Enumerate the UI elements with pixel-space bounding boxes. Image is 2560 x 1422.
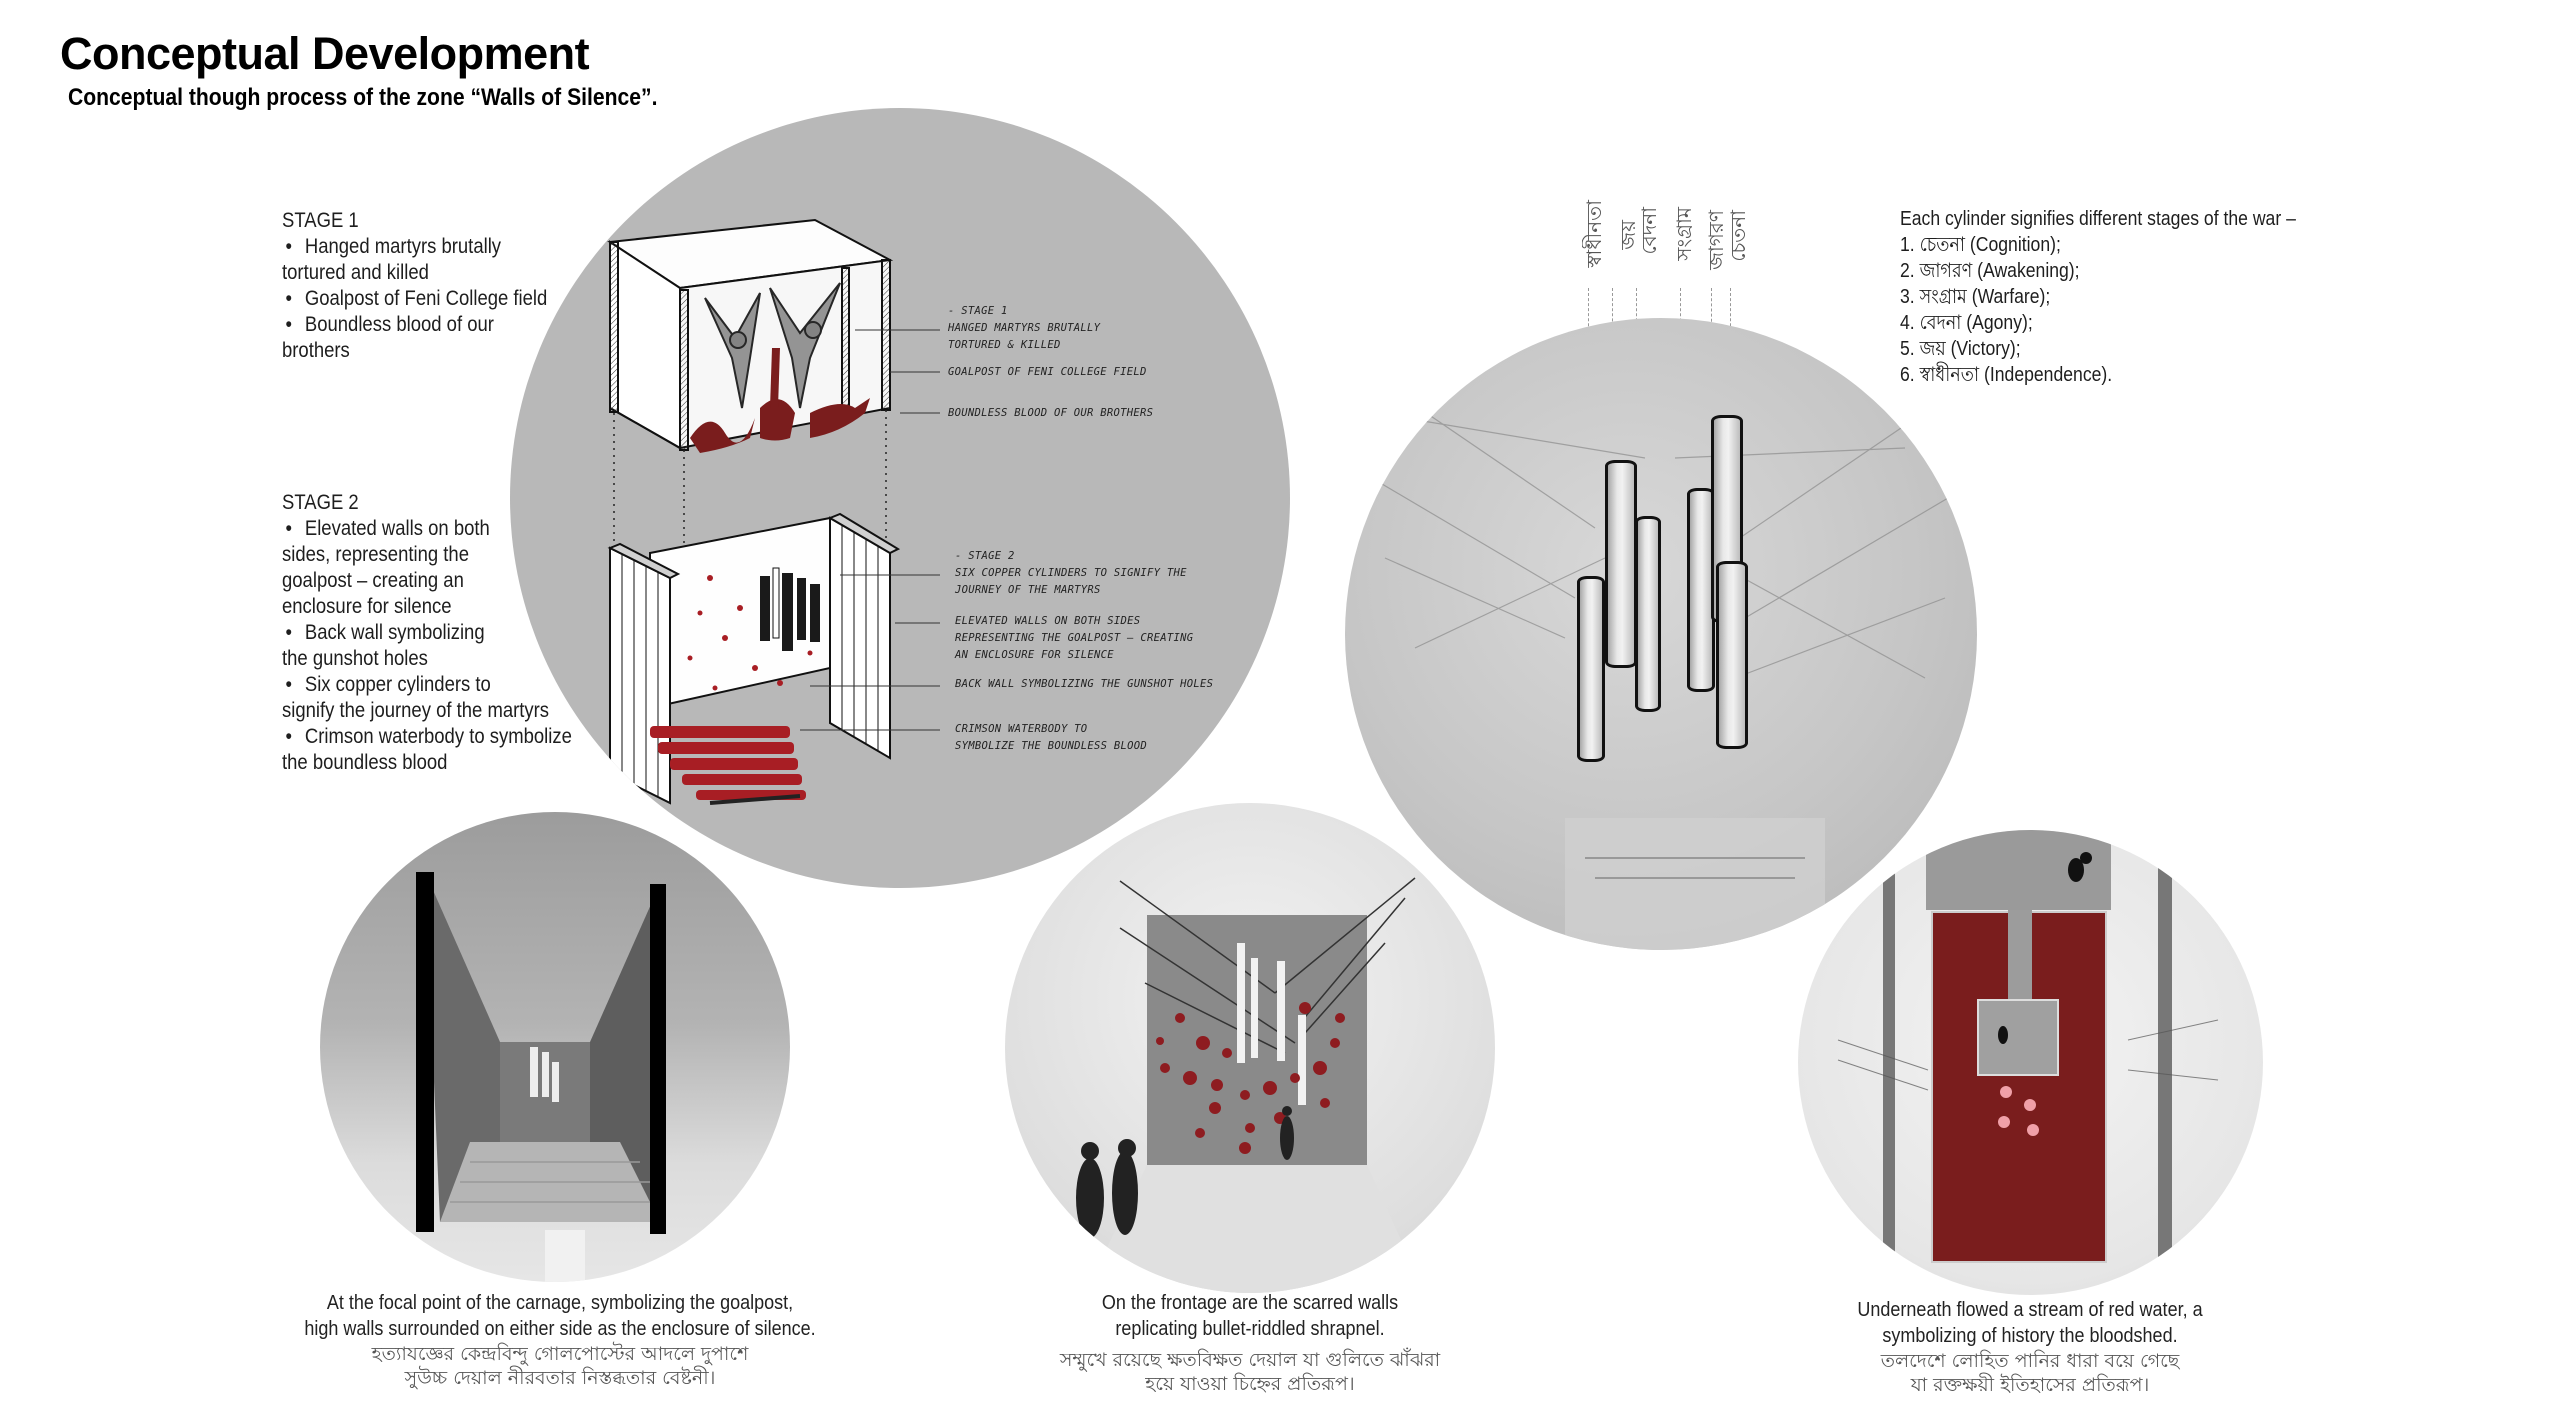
- annotation-note: GOALPOST OF FENI COLLEGE FIELD: [948, 366, 1147, 378]
- caption-en-line: On the frontage are the scarred walls: [1101, 1292, 1399, 1314]
- scarred-wall-render-circle: [1005, 803, 1495, 1293]
- stage2-bullet-1-cont: goalpost – creating an: [282, 569, 464, 592]
- caption-en-line: Underneath flowed a stream of red water, a: [1857, 1299, 2203, 1321]
- annotation-note: BACK WALL SYMBOLIZING THE GUNSHOT HOLES: [955, 678, 1214, 690]
- caption-bn-line: তলদেশে লোহিত পানির ধারা বয়ে গেছে: [1880, 1350, 2180, 1372]
- concept-sketch-drawing: [510, 108, 1290, 888]
- annotation-note: TORTURED & KILLED: [948, 339, 1061, 351]
- cylinders-render-circle: [1345, 318, 1977, 950]
- war-stage-item: 6. স্বাধীনতা (Independence).: [1900, 364, 2113, 386]
- stage1-bullet-1: • Hanged martyrs brutally: [285, 235, 502, 258]
- sketch-stage2-annotations: [955, 548, 1213, 755]
- war-stage-item: 3. সংগ্রাম (Warfare);: [1900, 286, 2051, 308]
- scarred-wall-render: [1005, 803, 1495, 1293]
- label-cognition: চেতনা: [1726, 210, 1750, 262]
- red-water-plan-circle: [1798, 830, 2263, 1295]
- annotation-note: BOUNDLESS BLOOD OF OUR BROTHERS: [948, 407, 1154, 419]
- concept-sketch-circle: [510, 108, 1290, 888]
- stage2-bullet-1-cont: sides, representing the: [282, 543, 469, 566]
- caption-bn-line: হত্যাযজ্ঞের কেন্দ্রবিন্দু গোলপোস্টের আদলে দুপাশে: [371, 1343, 749, 1365]
- cylinder-shape: [1577, 576, 1605, 762]
- stage2-bullet-1-cont: enclosure for silence: [282, 595, 452, 618]
- cylinder-shape: [1716, 561, 1748, 749]
- stage1-heading: STAGE 1: [282, 209, 359, 232]
- label-warfare: সংগ্রাম: [1672, 207, 1696, 261]
- stage2-bullet-3: • Six copper cylinders to: [285, 673, 491, 696]
- caption-bn-line: সুউচ্চ দেয়াল নীরবতার নিস্তব্ধতার বেষ্টনী।: [404, 1367, 716, 1389]
- stage2-bullet-4-cont: the boundless blood: [282, 751, 448, 774]
- cylinder-shape: [1635, 516, 1661, 712]
- annotation-note: REPRESENTING THE GOALPOST – CREATING: [955, 632, 1194, 644]
- caption-en-line: replicating bullet-riddled shrapnel.: [1115, 1318, 1385, 1340]
- war-stage-item: 4. বেদনা (Agony);: [1900, 312, 2033, 334]
- annotation-note: CRIMSON WATERBODY TO: [955, 723, 1088, 735]
- annotation-note: ELEVATED WALLS ON BOTH SIDES: [955, 615, 1141, 627]
- caption-corridor: [270, 1290, 850, 1390]
- stage1-bullet-3: • Boundless blood of our: [285, 313, 494, 336]
- label-agony: বেদনা: [1637, 207, 1661, 255]
- cable-lines: [1345, 318, 1977, 950]
- stage2-bullet-2: • Back wall symbolizing: [285, 621, 485, 644]
- red-water-plan: [1798, 830, 2263, 1295]
- corridor-render: [320, 812, 790, 1282]
- label-awakening: জাগরণ: [1704, 210, 1728, 270]
- stage1-text: [282, 208, 547, 364]
- stage1-bullet-3-cont: brothers: [282, 339, 350, 362]
- page-title: Conceptual Development: [60, 28, 590, 79]
- caption-bn-line: সম্মুখে রয়েছে ক্ষতবিক্ষত দেয়াল যা গুলিতে ঝাঁঝরা: [1059, 1349, 1441, 1371]
- stage2-bullet-2-cont: the gunshot holes: [282, 647, 428, 670]
- stage2-bullet-1: • Elevated walls on both: [285, 517, 490, 540]
- war-stage-item: 5. জয় (Victory);: [1900, 338, 2021, 360]
- stage2-bullet-4: • Crimson waterbody to symbolize: [285, 725, 572, 748]
- annotation-label: - STAGE 2: [955, 550, 1015, 562]
- war-stage-item: 2. জাগরণ (Awakening);: [1900, 260, 2080, 282]
- annotation-note: SIX COPPER CYLINDERS TO SIGNIFY THE: [955, 567, 1187, 579]
- caption-bn-line: হয়ে যাওয়া চিহ্নের প্রতিরূপ।: [1145, 1373, 1355, 1395]
- corridor-render-circle: [320, 812, 790, 1282]
- stage1-bullet-1-cont: tortured and killed: [282, 261, 429, 284]
- annotation-note: SYMBOLIZE THE BOUNDLESS BLOOD: [955, 740, 1148, 752]
- page-subtitle: Conceptual though process of the zone “Walls of Silence”.: [68, 84, 658, 111]
- caption-en-line: symbolizing of history the bloodshed.: [1882, 1325, 2178, 1347]
- caption-en-line: At the focal point of the carnage, symbolizing the goalpost,: [326, 1292, 794, 1314]
- stage2-bullet-3-cont: signify the journey of the martyrs: [282, 699, 550, 722]
- label-victory: জয়: [1616, 220, 1640, 250]
- cylinder-shape: [1605, 460, 1637, 668]
- annotation-note: AN ENCLOSURE FOR SILENCE: [955, 649, 1114, 661]
- stage2-heading: STAGE 2: [282, 491, 359, 514]
- annotation-note: JOURNEY OF THE MARTYRS: [955, 584, 1101, 596]
- caption-red-water: [1820, 1297, 2240, 1397]
- caption-bn-line: যা রক্তক্ষয়ী ইতিহাসের প্রতিরূপ।: [1910, 1374, 2150, 1396]
- sketch-stage1-annotations: [948, 303, 1153, 422]
- war-stage-item: 1. চেতনা (Cognition);: [1900, 234, 2061, 256]
- war-stages-list: [1900, 206, 2296, 388]
- annotation-note: HANGED MARTYRS BRUTALLY: [948, 322, 1101, 334]
- war-stages-intro: Each cylinder signifies different stages of the war –: [1900, 208, 2296, 230]
- caption-scarred-wall: [1020, 1290, 1480, 1396]
- annotation-label: - STAGE 1: [948, 305, 1008, 317]
- stage1-bullet-2: • Goalpost of Feni College field: [285, 287, 548, 310]
- caption-en-line: high walls surrounded on either side as the enclosure of silence.: [304, 1318, 816, 1340]
- label-independence: স্বাধীনতা: [1582, 200, 1606, 268]
